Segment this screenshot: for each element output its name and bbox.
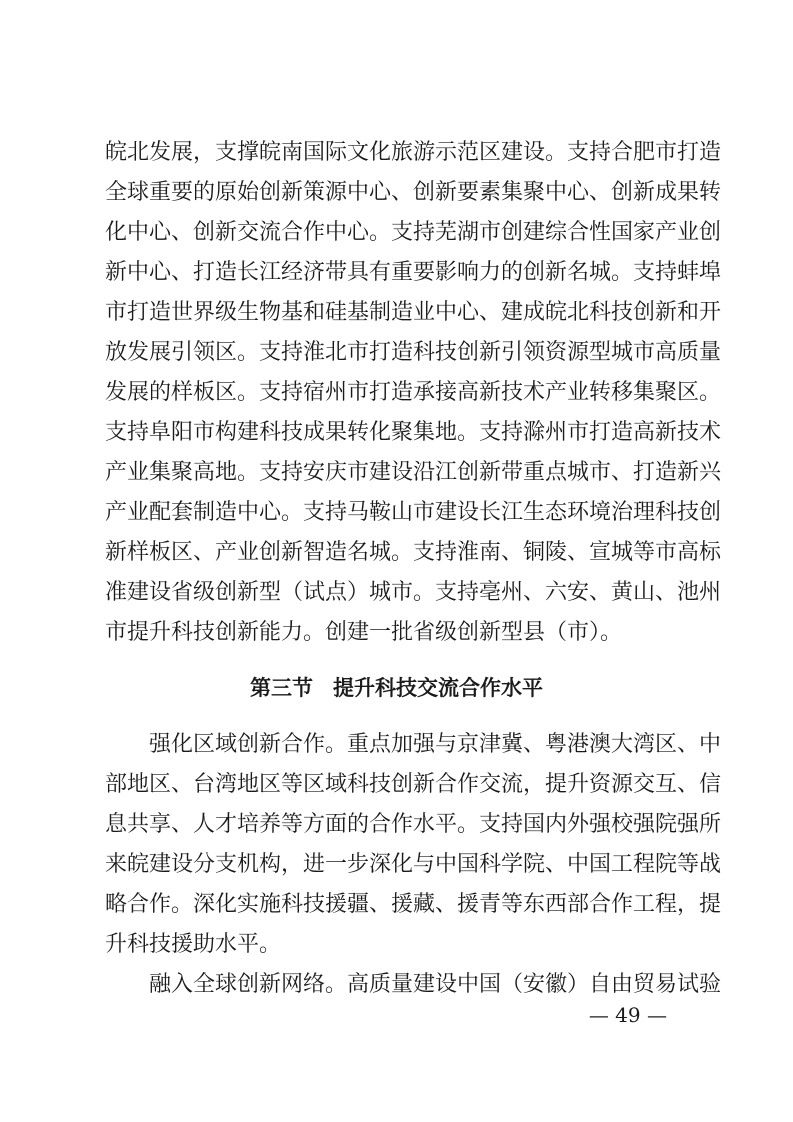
text-line: 息共享、人才培养等方面的合作水平。支持国内外强校强院强所 — [105, 812, 722, 837]
text-line: 皖北发展，支撑皖南国际文化旅游示范区建设。支持合肥市打造 — [105, 140, 722, 165]
section-title: 提升科技交流合作水平 — [333, 676, 543, 700]
text-line: 市提升科技创新能力。创建一批省级创新型县（市）。 — [105, 620, 623, 645]
text-line: 新中心、打造长江经济带具有重要影响力的创新名城。支持蚌埠 — [105, 260, 722, 285]
section-heading — [0, 673, 793, 703]
text-line: 新样板区、产业创新智造名城。支持淮南、铜陵、宣城等市高标 — [105, 540, 722, 565]
text-line: 市打造世界级生物基和硅基制造业中心、建成皖北科技创新和开 — [105, 300, 722, 325]
text-line: 产业配套制造中心。支持马鞍山市建设长江生态环境治理科技创 — [105, 500, 722, 525]
text-line: 发展的样板区。支持宿州市打造承接高新技术产业转移集聚区。 — [105, 380, 722, 405]
text-line: 融入全球创新网络。高质量建设中国（安徽）自由贸易试验 — [105, 972, 722, 997]
text-line: 略合作。深化实施科技援疆、援藏、援青等东西部合作工程，提 — [105, 892, 722, 917]
text-line: 化中心、创新交流合作中心。支持芜湖市创建综合性国家产业创 — [105, 220, 722, 245]
text-line: 强化区域创新合作。重点加强与京津冀、粤港澳大湾区、中 — [105, 732, 722, 757]
text-line: 升科技援助水平。 — [105, 932, 282, 957]
text-line: 产业集聚高地。支持安庆市建设沿江创新带重点城市、打造新兴 — [105, 460, 722, 485]
section-number: 第三节 — [250, 676, 313, 700]
text-line: 准建设省级创新型（试点）城市。支持亳州、六安、黄山、池州 — [105, 580, 722, 605]
text-line: 部地区、台湾地区等区域科技创新合作交流，提升资源交互、信 — [105, 772, 722, 797]
text-line: 来皖建设分支机构，进一步深化与中国科学院、中国工程院等战 — [105, 852, 722, 877]
text-line: 支持阜阳市构建科技成果转化聚集地。支持滁州市打造高新技术 — [105, 420, 722, 445]
text-line: 放发展引领区。支持淮北市打造科技创新引领资源型城市高质量 — [105, 340, 722, 365]
page-number: — 49 — — [588, 1003, 667, 1027]
text-line: 全球重要的原始创新策源中心、创新要素集聚中心、创新成果转 — [105, 180, 722, 205]
